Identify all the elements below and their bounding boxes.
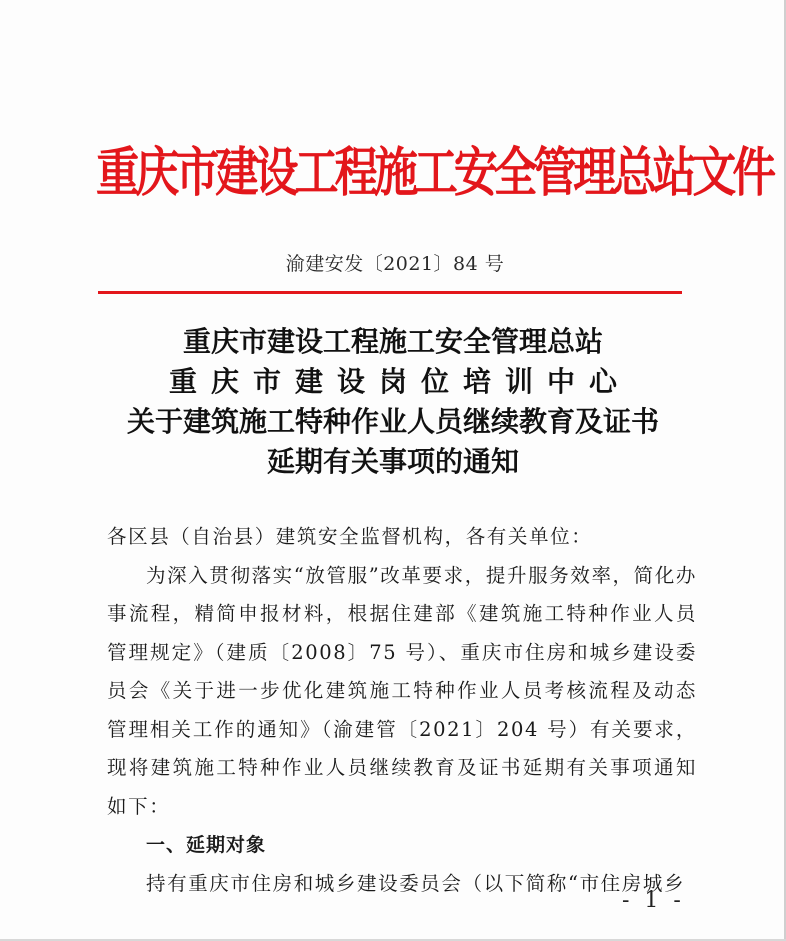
title-line-2: 重庆市建设岗位培训中心 — [168, 365, 631, 398]
page-number: - 1 - — [622, 888, 685, 913]
document-number: 渝建安发〔2021〕84 号 — [285, 253, 505, 275]
body-paragraph-1: 为深入贯彻落实“放管服”改革要求，提升服务效率，简化办事流程，精简申报材料，根据住建部《建筑施工特种作业人员管理规定》（建质〔2008〕75 号）、重庆市住房和城乡建设委员会《关于进一步优化建筑施工特种作业人员考核流程及动态管理相关工作的通知》（渝建管〔2021〕204 号）有关要求，现将建筑施工特种作业人员继续教育及证书延期有关事项通知如下： — [107, 563, 697, 818]
notice-body — [107, 518, 697, 903]
title-line-1: 重庆市建设工程施工安全管理总站 — [182, 325, 603, 358]
red-divider-line — [98, 291, 682, 294]
body-paragraph-2: 持有重庆市住房和城乡建设委员会（以下简称“市住房城乡 — [146, 871, 686, 895]
title-line-4: 延期有关事项的通知 — [266, 445, 519, 478]
document-header-title: 重庆市建设工程施工安全管理总站文件 — [96, 141, 773, 204]
title-line-3: 关于建筑施工特种作业人员继续教育及证书 — [126, 405, 659, 438]
section-heading-1: 一、延期对象 — [146, 834, 267, 856]
salutation: 各区县（自治县）建筑安全监督机构，各有关单位： — [107, 525, 593, 548]
notice-title — [0, 322, 786, 482]
